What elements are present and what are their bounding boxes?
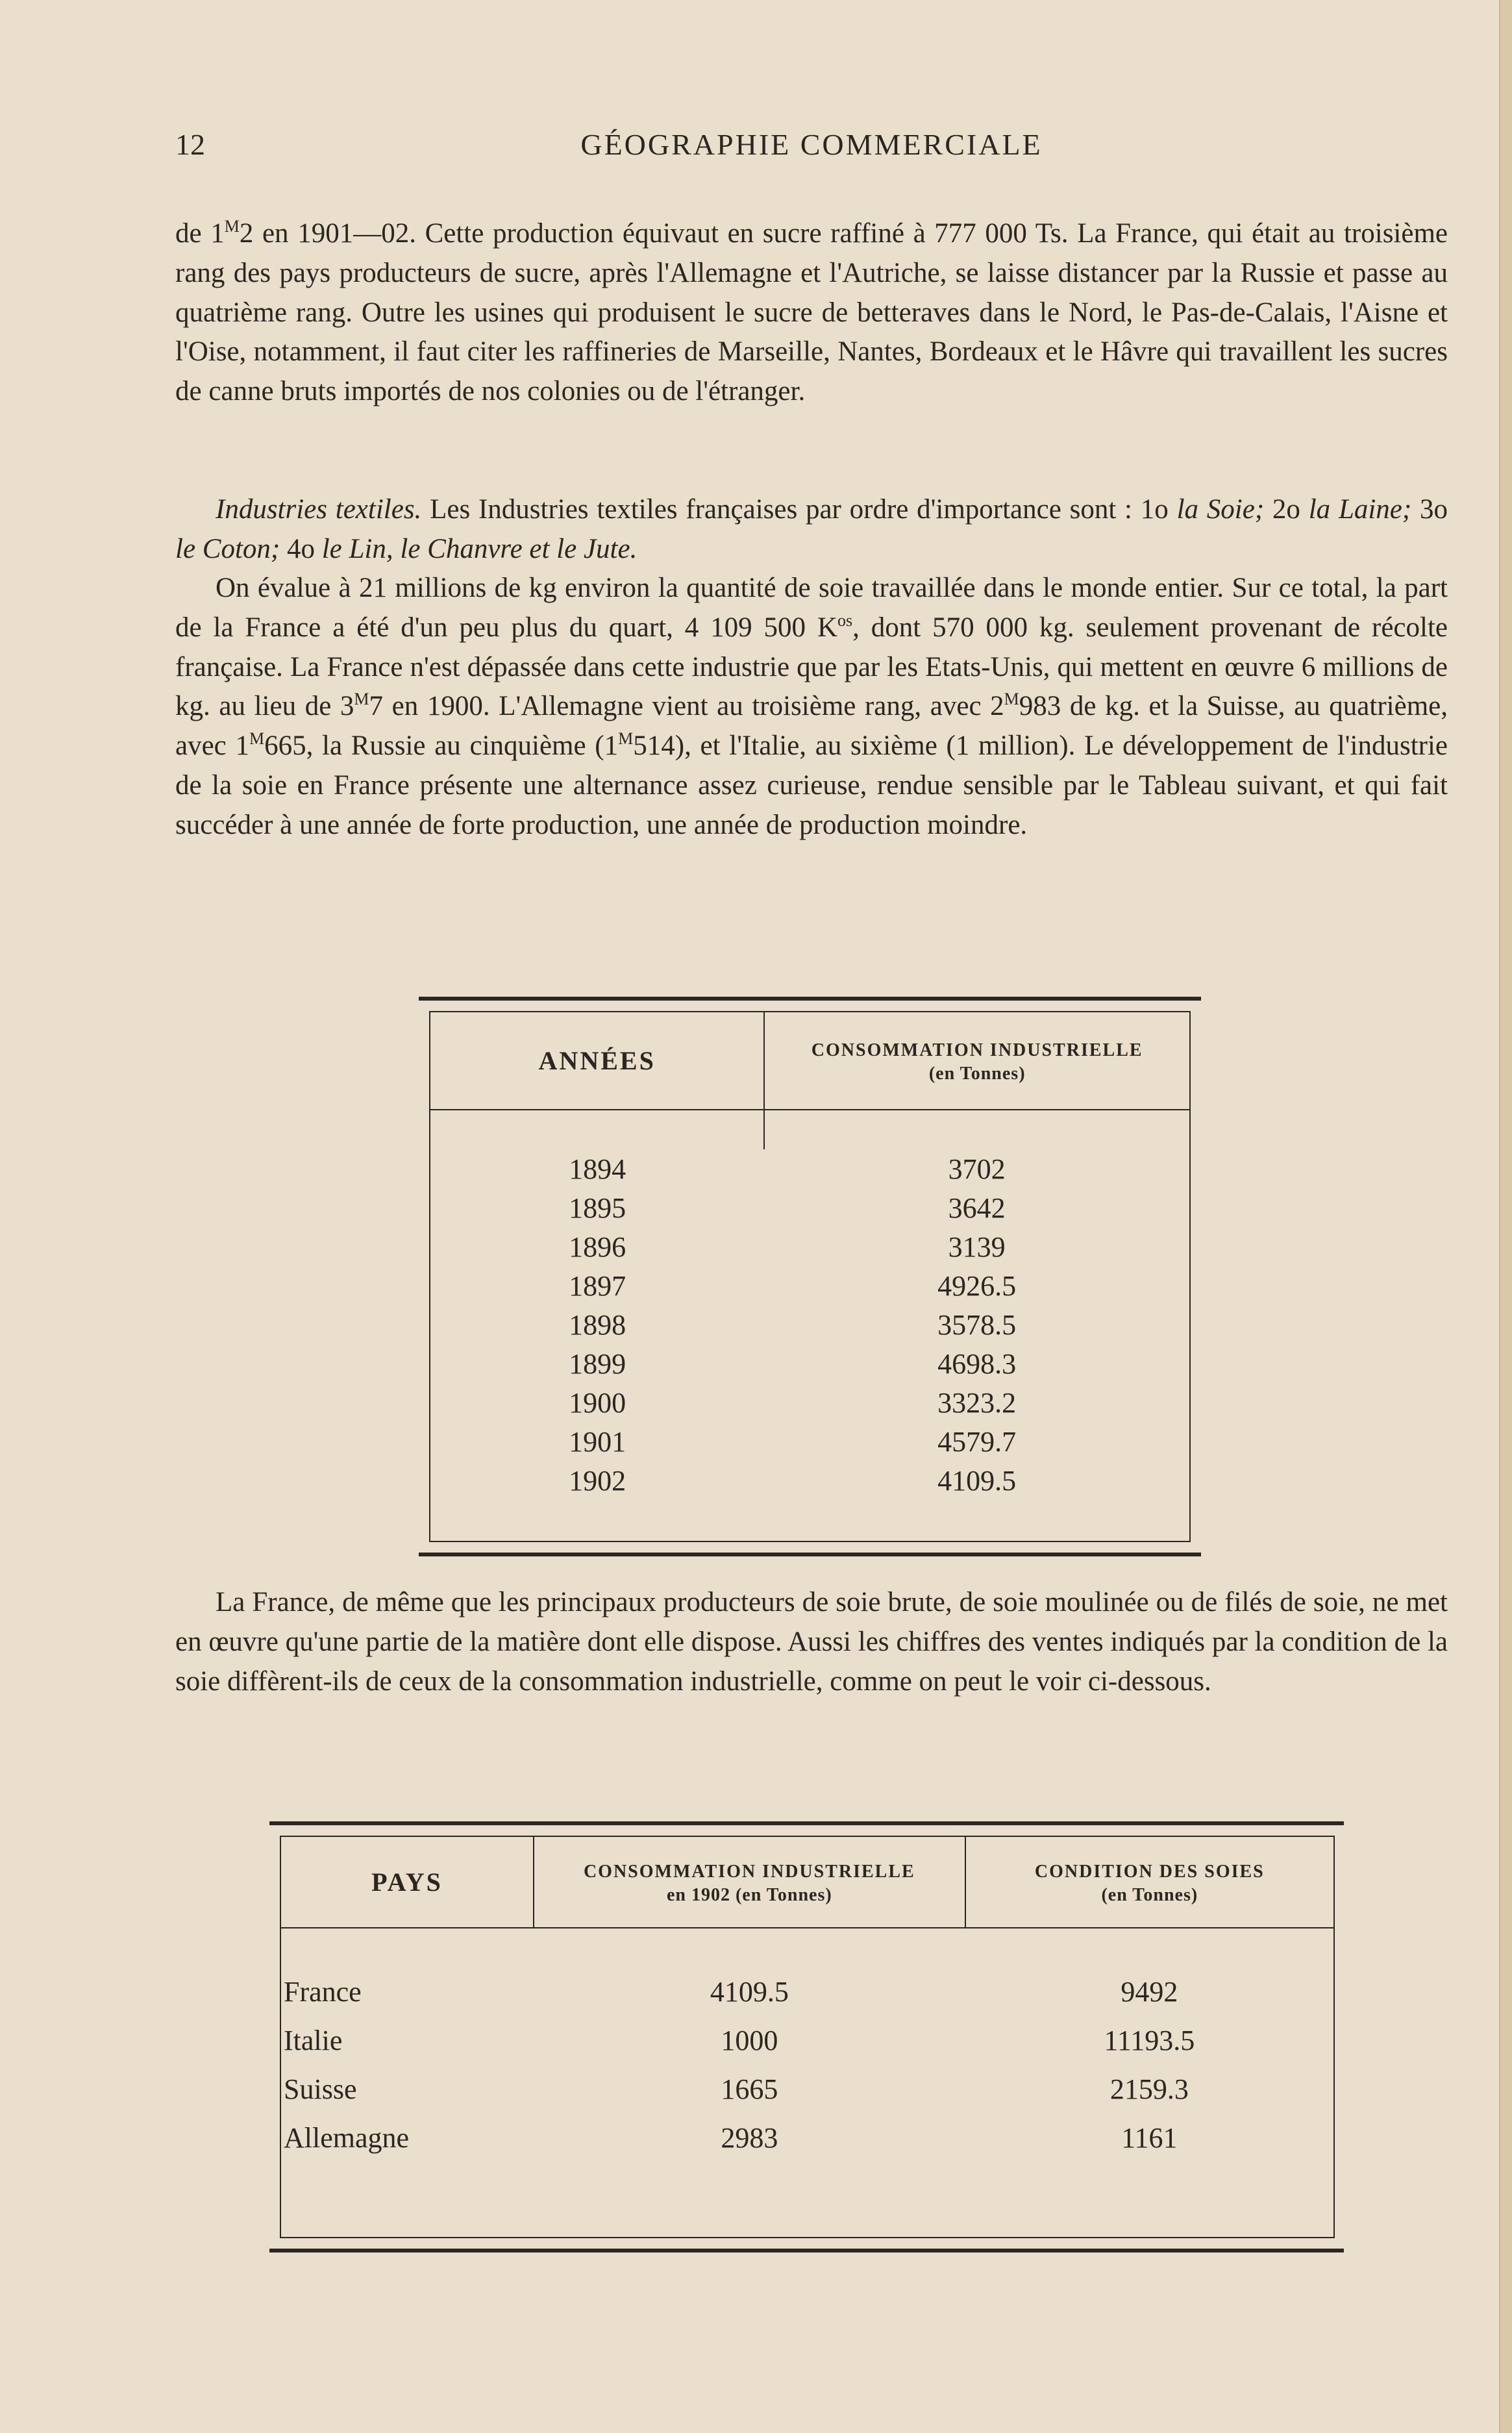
table1-value: 4926.5 bbox=[937, 1269, 1017, 1302]
table-row bbox=[281, 2016, 1333, 2065]
table2-header-condition-line1: CONDITION DES SOIES bbox=[1034, 1861, 1265, 1882]
table1-value: 4109.5 bbox=[937, 1464, 1017, 1497]
table1-value: 3702 bbox=[948, 1153, 1006, 1185]
table2-header-consumption-line2: en 1902 (en Tonnes) bbox=[666, 1884, 832, 1905]
para3-sup3: M bbox=[1004, 690, 1019, 709]
table-country-comparison bbox=[269, 1821, 1344, 2252]
table-row bbox=[430, 1422, 1189, 1461]
table-row bbox=[430, 1149, 1189, 1188]
table1-year: 1901 bbox=[569, 1425, 626, 1458]
para3-text-a: On évalue à 21 millions de kg environ la quantité de soie travaillée dans le monde entier. Sur ce total, la part de la France a été d'un peu plus du quart, 4 109 500 K bbox=[175, 573, 1448, 643]
para1-sup: M bbox=[224, 217, 240, 236]
para1-line1-b: 2 en 1901—02. Cette production équivaut en sucre raffiné à 777 000 Ts. bbox=[239, 218, 1069, 249]
table1-value: 3139 bbox=[948, 1230, 1006, 1263]
table2-consumption: 4109.5 bbox=[710, 1976, 789, 2008]
table2-header-consumption bbox=[534, 1837, 965, 1928]
table2-consumption: 1000 bbox=[721, 2025, 778, 2056]
para3-text-e: 665, la Russie au cinquième (1 bbox=[264, 730, 619, 762]
table1-header-years: ANNÉES bbox=[430, 1012, 764, 1110]
para3-sup5: M bbox=[618, 729, 634, 749]
table2-header-country: PAYS bbox=[281, 1837, 534, 1928]
table2-country: Italie bbox=[284, 2025, 343, 2056]
para3-sup4: M bbox=[249, 729, 265, 749]
table-row bbox=[430, 1266, 1189, 1305]
paragraph-condition bbox=[175, 1583, 1448, 1701]
table-row bbox=[281, 2065, 1333, 2114]
paragraph-sugar bbox=[175, 214, 1448, 412]
page-header bbox=[175, 127, 1448, 173]
table2-header-condition bbox=[965, 1837, 1333, 1928]
table1-grid bbox=[430, 1012, 1189, 1500]
table1-value: 3323.2 bbox=[937, 1386, 1017, 1419]
table-row bbox=[281, 2114, 1333, 2162]
page-number: 12 bbox=[175, 128, 205, 161]
table-row bbox=[430, 1383, 1189, 1422]
table-row bbox=[430, 1305, 1189, 1344]
para4-text: La France, de même que les principaux producteurs de soie brute, de soie moulinée ou de filés de soie, ne met en œuvre qu'une partie de la matière dont elle dispose. Aussi les chiffres des ventes indiqués par la condition de la soie diffèrent-ils de ceux de la consommation industrielle, comme on peut le voir ci-dessous. bbox=[175, 1587, 1448, 1697]
table-silk-consumption bbox=[419, 997, 1201, 1556]
table1-header-consumption bbox=[764, 1012, 1189, 1110]
section-heading-textiles: Industries textiles. bbox=[216, 494, 422, 525]
para2-num3: 3o bbox=[1411, 494, 1448, 525]
para3-sup1: os bbox=[837, 610, 853, 630]
para1-line1-a: de 1 bbox=[175, 218, 225, 249]
table1-value: 3578.5 bbox=[937, 1308, 1017, 1341]
table1-value: 4698.3 bbox=[937, 1347, 1017, 1380]
table2-consumption: 1665 bbox=[721, 2073, 778, 2105]
table1-value: 3642 bbox=[948, 1192, 1006, 1224]
para3-text-f: 514), et l'Italie, au sixième (1 million). Le développement de l'industrie de la soie en France présente une alternance assez curieuse, rendue sensible par le Tableau suivant, et qui fait succéder à une année de forte production, une année de production moindre. bbox=[175, 730, 1448, 840]
textile-cotton: le Coton; bbox=[175, 533, 280, 564]
table1-year: 1897 bbox=[569, 1269, 626, 1302]
textile-linen: le Lin, le Chanvre et le Jute. bbox=[321, 533, 638, 564]
table-row bbox=[430, 1227, 1189, 1266]
running-title: GÉOGRAPHIE COMMERCIALE bbox=[580, 128, 1043, 161]
para1-text: La France, qui était au troisième rang des pays producteurs de sucre, après l'Allemagne et l'Autriche, se laisse distancer par la Russie et passe au quatrième rang. Outre les usines qui produisent le sucre de betteraves dans le Nord, le Pas-de-Calais, l'Aisne et l'Oise, notamment, il faut citer les raffineries de Marseille, Nantes, Bordeaux et le Hâvre qui travaillent les sucres de canne bruts importés de nos colonies ou de l'étranger. bbox=[175, 218, 1448, 407]
table-row bbox=[430, 1188, 1189, 1227]
table1-year: 1899 bbox=[569, 1347, 626, 1380]
table2-grid bbox=[281, 1837, 1333, 2162]
table2-country: Allemagne bbox=[284, 2122, 410, 2154]
table1-year: 1900 bbox=[569, 1386, 626, 1419]
table2-country: France bbox=[284, 1976, 362, 2008]
table2-header-condition-line2: (en Tonnes) bbox=[1101, 1884, 1198, 1905]
table1-year: 1894 bbox=[569, 1153, 626, 1185]
table2-header-consumption-line1: CONSOMMATION INDUSTRIELLE bbox=[583, 1861, 915, 1882]
table1-value: 4579.7 bbox=[937, 1425, 1017, 1458]
paragraph-silk bbox=[175, 569, 1448, 845]
table1-year: 1902 bbox=[569, 1464, 626, 1497]
para2-text: Les Industries textiles françaises par ordre d'importance sont : 1o bbox=[421, 494, 1177, 525]
table-row bbox=[281, 1967, 1333, 2016]
para3-sup2: M bbox=[354, 690, 369, 709]
table1-year: 1896 bbox=[569, 1230, 626, 1263]
textile-wool: la Laine; bbox=[1308, 494, 1412, 525]
table2-condition: 1161 bbox=[1121, 2122, 1178, 2154]
table2-condition: 2159.3 bbox=[1109, 2073, 1189, 2105]
para2-num2: 2o bbox=[1264, 494, 1309, 525]
textile-silk: la Soie; bbox=[1176, 494, 1265, 525]
table-row bbox=[430, 1344, 1189, 1383]
para3-text-b: , dont 570 000 kg. seulement provenant de récolte française. La France n'est dépassée dans cette industrie que par les Etats-Unis, qui mettent en œuvre 6 millions de kg. au lieu de 3 bbox=[175, 612, 1448, 722]
table2-condition: 11193.5 bbox=[1104, 2025, 1195, 2056]
table2-consumption: 2983 bbox=[721, 2122, 778, 2154]
para2-num4: 4o bbox=[280, 533, 322, 564]
table1-header-consumption-line2: (en Tonnes) bbox=[928, 1063, 1026, 1084]
table2-country: Suisse bbox=[284, 2073, 357, 2105]
table2-condition: 9492 bbox=[1121, 1976, 1178, 2008]
paragraph-textiles bbox=[175, 490, 1448, 569]
table1-year: 1895 bbox=[569, 1192, 626, 1224]
table1-year: 1898 bbox=[569, 1308, 626, 1341]
table1-header-consumption-line1: CONSOMMATION INDUSTRIELLE bbox=[811, 1040, 1143, 1060]
table-row bbox=[430, 1461, 1189, 1500]
para3-text-c: 7 en 1900. L'Allemagne vient au troisième rang, avec 2 bbox=[369, 691, 1004, 722]
page-edge bbox=[1499, 0, 1512, 2433]
para3-text-d: 983 de kg. et la Suisse, au quatrième, avec 1 bbox=[175, 691, 1448, 762]
